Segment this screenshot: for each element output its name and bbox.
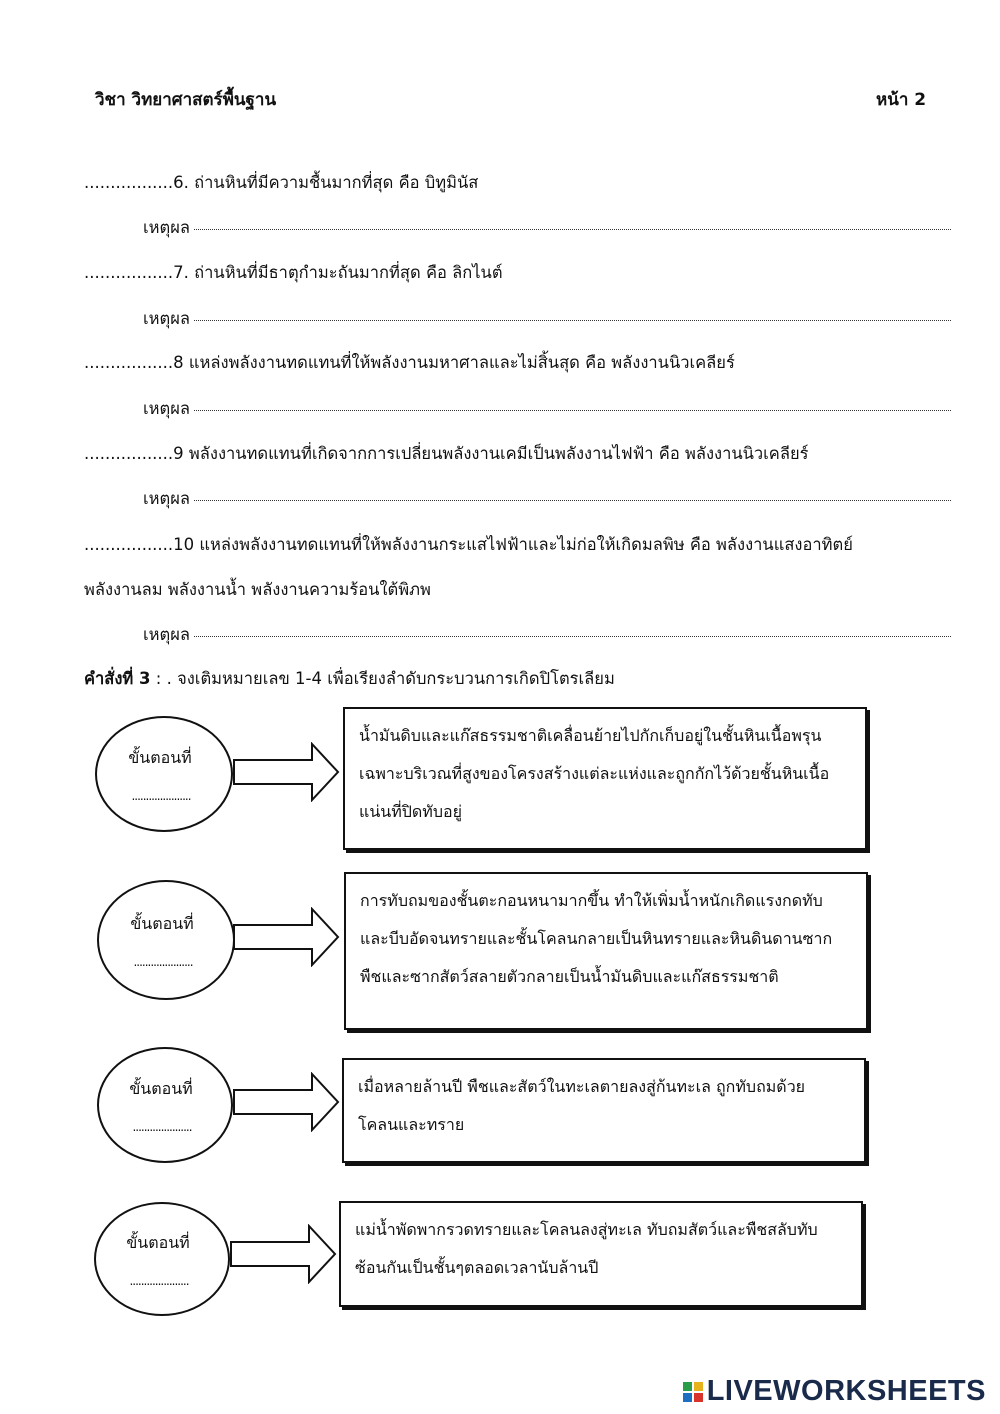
answer-blank[interactable]: ................. (84, 173, 174, 192)
step-label: ขั้นตอนที่ (130, 913, 194, 933)
step-label: ขั้นตอนที่ (126, 1232, 190, 1252)
step-line: แม่น้ำพัดพากรวดทรายและโคลนลงสู่ทะเล ทับถมสัตว์และพืชสลับทับ (355, 1220, 818, 1239)
question-6 (84, 170, 478, 196)
dotted-line (194, 635, 951, 637)
answer-blank[interactable]: ................. (84, 444, 174, 463)
instruction-text: : . จงเติมหมายเลข 1-4 เพื่อเรียงลำดับกระบวนการเกิดปิโตรเลียม (150, 669, 615, 688)
right-arrow-icon (232, 907, 342, 967)
right-arrow-icon (229, 1224, 339, 1284)
logo-square (694, 1393, 703, 1402)
step-label: ขั้นตอนที่ (128, 747, 192, 767)
question-8 (84, 350, 735, 376)
step-number-blank[interactable]: ..................... (129, 1273, 189, 1288)
answer-blank[interactable]: ................. (84, 263, 174, 282)
question-text: 6. ถ่านหินที่มีความชื้นมากที่สุด คือ บิทูมินัส (173, 173, 479, 192)
step-description-box (342, 1058, 866, 1163)
step-line: โคลนและทราย (358, 1115, 465, 1134)
reason-line-10[interactable] (143, 622, 951, 648)
page-number: หน้า 2 (876, 90, 927, 110)
step-circle (97, 1047, 233, 1163)
reason-line-9[interactable] (143, 486, 951, 512)
step-line: การทับถมของชั้นตะกอนหนามากขึ้น ทำให้เพิ่มน้ำหนักเกิดแรงกดทับ (360, 891, 823, 910)
step-line: ซ้อนกันเป็นชั้นๆตลอดเวลานับล้านปี (355, 1258, 599, 1277)
reason-line-8[interactable] (143, 396, 951, 422)
step-description-box (344, 872, 868, 1030)
step-line: พืชและซากสัตว์สลายตัวกลายเป็นน้ำมันดิบและแก๊สธรรมชาติ (360, 967, 779, 986)
step-line: เฉพาะบริเวณที่สูงของโครงสร้างแต่ละแห่งและถูกกักไว้ด้วยชั้นหินเนื้อ (359, 764, 830, 783)
right-arrow-icon (232, 1072, 342, 1132)
dotted-line (194, 409, 951, 411)
question-9 (84, 441, 809, 467)
right-arrow-icon (232, 742, 342, 802)
step-line: และบีบอัดจนทรายและชั้นโคลนกลายเป็นหินทรายและหินดินดานซาก (360, 929, 833, 948)
answer-blank[interactable]: ................. (84, 353, 174, 372)
step-description-box (343, 707, 867, 850)
logo-square (694, 1382, 703, 1391)
question-10 (84, 532, 853, 558)
step-line: น้ำมันดิบและแก๊สธรรมชาติเคลื่อนย้ายไปกักเก็บอยู่ในชั้นหินเนื้อพรุน (359, 726, 822, 745)
step-label: ขั้นตอนที่ (129, 1078, 193, 1098)
reason-label: เหตุผล (143, 309, 191, 328)
step-line: เมื่อหลายล้านปี พืชและสัตว์ในทะเลตายลงสู่ก้นทะเล ถูกทับถมด้วย (358, 1077, 806, 1096)
dotted-line (194, 228, 951, 230)
instruction-3 (84, 666, 615, 692)
reason-label: เหตุผล (143, 399, 191, 418)
step-line: แน่นที่ปิดทับอยู่ (359, 802, 462, 821)
reason-line-6[interactable] (143, 215, 951, 241)
step-circle (95, 716, 233, 832)
question-7 (84, 260, 503, 286)
question-10-line2: พลังงานลม พลังงานน้ำ พลังงานความร้อนใต้พิภพ (84, 580, 431, 599)
liveworksheets-logo (683, 1375, 986, 1408)
question-text: 9 พลังงานทดแทนที่เกิดจากการเปลี่ยนพลังงานเคมีเป็นพลังงานไฟฟ้า คือ พลังงานนิวเคลียร์ (173, 444, 809, 463)
step-description-box (339, 1201, 863, 1307)
dotted-line (194, 319, 951, 321)
step-circle (94, 1202, 230, 1316)
step-number-blank[interactable]: ..................... (132, 1119, 192, 1134)
reason-label: เหตุผล (143, 625, 191, 644)
logo-square (683, 1393, 692, 1402)
question-text: 10 แหล่งพลังงานทดแทนที่ให้พลังงานกระแสไฟฟ้าและไม่ก่อให้เกิดมลพิษ คือ พลังงานแสงอาทิตย์ (173, 535, 853, 554)
question-text: 7. ถ่านหินที่มีธาตุกำมะถันมากที่สุด คือ ลิกไนต์ (173, 263, 503, 282)
step-number-blank[interactable]: ..................... (131, 788, 191, 803)
dotted-line (194, 499, 951, 501)
question-text: 8 แหล่งพลังงานทดแทนที่ให้พลังงานมหาศาลและไม่สิ้นสุด คือ พลังงานนิวเคลียร์ (173, 353, 735, 372)
subject-title: วิชา วิทยาศาสตร์พื้นฐาน (95, 90, 277, 110)
reason-label: เหตุผล (143, 218, 191, 237)
reason-label: เหตุผล (143, 489, 191, 508)
logo-text: LIVEWORKSHEETS (706, 1375, 986, 1407)
logo-squares-icon (683, 1382, 703, 1402)
step-number-blank[interactable]: ..................... (133, 954, 193, 969)
instruction-label: คำสั่งที่ 3 (84, 669, 151, 688)
logo-square (683, 1382, 692, 1391)
step-circle (97, 880, 235, 1000)
answer-blank[interactable]: ................. (84, 535, 174, 554)
reason-line-7[interactable] (143, 306, 951, 332)
